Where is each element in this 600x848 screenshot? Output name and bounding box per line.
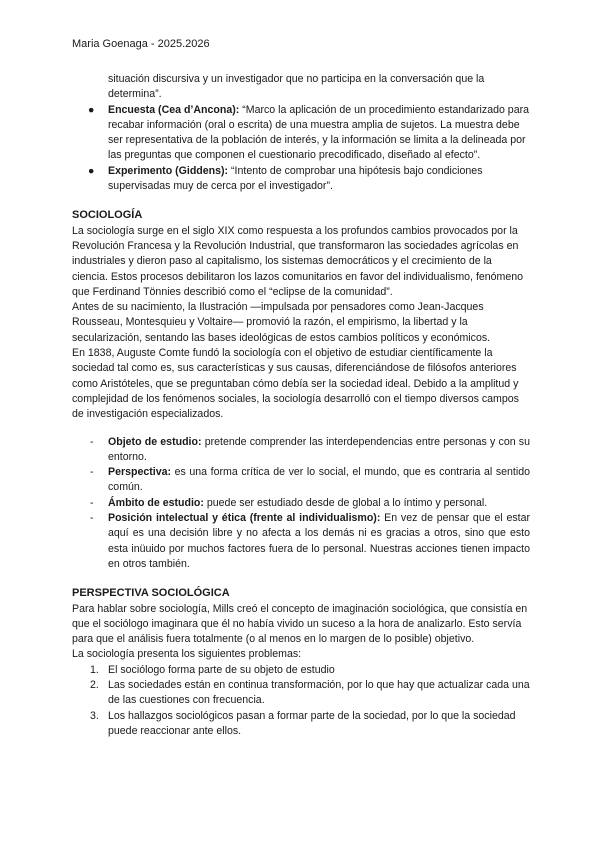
list-intro: La sociología presenta los siguientes problemas:	[72, 648, 302, 661]
method-text: “Intento de comprobar una hipótesis bajo condiciones supervisadas muy de cerca por el investigador”.	[108, 164, 483, 193]
bullet-icon: ●	[88, 103, 95, 116]
dash-marker: -	[90, 512, 94, 525]
list-number: 3.	[90, 709, 99, 722]
section-heading-sociologia: SOCIOLOGÍA	[72, 209, 143, 222]
section-heading-perspectiva: PERSPECTIVA SOCIOLÓGICA	[72, 587, 230, 600]
paragraph: Para hablar sobre sociología, Mills creó el concepto de imaginación sociológica, que consistía en que el sociólogo imaginara que él no había vivido un suceso a la hora de analizarlo. Esto servía para que el análisis fuera totalmente (o al menos en lo margen de lo posible) objetivo.	[72, 602, 528, 646]
sociologia-features-list	[72, 435, 530, 573]
item-text: El sociólogo forma parte de su objeto de estudio	[108, 663, 335, 676]
list-item	[72, 465, 530, 496]
document-header: Maria Goenaga - 2025.2026	[72, 38, 210, 50]
bullet-continuation: situación discursiva y un investigador que no participa en la conversación que la determina”.	[108, 73, 485, 101]
method-item-encuesta	[72, 103, 530, 164]
method-term: Encuesta (Cea d’Ancona):	[108, 103, 240, 116]
item-term: Posición intelectual y ética (frente al individualismo):	[108, 512, 381, 525]
item-text: pretende comprender las interdependencias entre personas y con su entorno.	[108, 435, 530, 463]
item-term: Perspectiva:	[108, 466, 172, 479]
list-item	[72, 511, 530, 572]
document-body	[72, 72, 530, 739]
method-item-experimento	[72, 164, 530, 195]
list-item	[72, 678, 530, 709]
item-term: Ámbito de estudio:	[108, 496, 204, 509]
list-number: 1.	[90, 663, 99, 676]
list-item	[72, 496, 530, 511]
item-text: es una forma crítica de ver lo social, el mundo, que es contraria al sentido común.	[108, 466, 530, 494]
list-number: 2.	[90, 678, 99, 691]
item-term: Objeto de estudio:	[108, 435, 202, 448]
problems-list	[72, 663, 530, 739]
item-text: Los hallazgos sociológicos pasan a formar parte de la sociedad, por lo que la sociedad puede reaccionar ante ellos.	[108, 709, 516, 737]
paragraph: En 1838, Auguste Comte fundó la sociología con el objetivo de estudiar científicamente la sociedad tal como es, sus características y sus causas, diferenciándose de filósofos anteriores como Aristóteles, que se preguntaban cómo debía ser la sociedad ideal. Debido a la amplitud y complejidad de los fenómenos sociales, la sociología desarrolló con el tiempo diversos campos de investigación especializados.	[72, 347, 519, 421]
paragraph: Antes de su nacimiento, la Ilustración —impulsada por pensadores como Jean-Jacques Rousseau, Montesquieu y Voltaire— promovió la razón, el empirismo, la libertad y la secularización, sentando las bases ideológicas de estos cambios políticos y económicos.	[72, 301, 491, 344]
method-text: “Marco la aplicación de un procedimiento estandarizado para recabar información (oral o escrita) de una muestra amplia de sujetos. La muestra debe ser representativa de la población de interés, y la información se limita a la delineada por las preguntas que componen el cuestionario precodificado, diseñado al efecto”.	[108, 103, 530, 162]
method-term: Experimento (Giddens):	[108, 164, 229, 177]
list-item	[72, 709, 530, 740]
dash-marker: -	[90, 466, 94, 479]
item-text: puede ser estudiado desde de global a lo íntimo y personal.	[203, 496, 488, 509]
bullet-icon: ●	[88, 164, 95, 177]
dash-marker: -	[90, 435, 94, 448]
list-item	[72, 435, 530, 466]
list-item	[72, 663, 530, 678]
item-text: Las sociedades están en continua transformación, por lo que hay que actualizar cada una de las cuestiones con frecuencia.	[108, 678, 530, 707]
methods-list	[72, 103, 530, 195]
paragraph: La sociología surge en el siglo XIX como respuesta a los profundos cambios provocados por la Revolución Francesa y la Revolución Industrial, que transformaron las sociedades agrícolas en industriales y dieron paso al capitalismo, los sistemas democráticos y el crecimiento de la ciencia. Estos procesos debilitaron los lazos comunitarios en favor del individualismo, fenómeno que Ferdinand Tönnies describió como el “eclipse de la comunidad”.	[72, 224, 524, 298]
dash-marker: -	[90, 496, 94, 509]
item-text: En vez de pensar que el estar aquí es una decisión libre y no afecta a los demás ni es gracias a otros, sino que esto esta inüuido por muchos factores fuera de lo personal. Nuestras acciones tienen impacto en otros también.	[108, 512, 530, 570]
